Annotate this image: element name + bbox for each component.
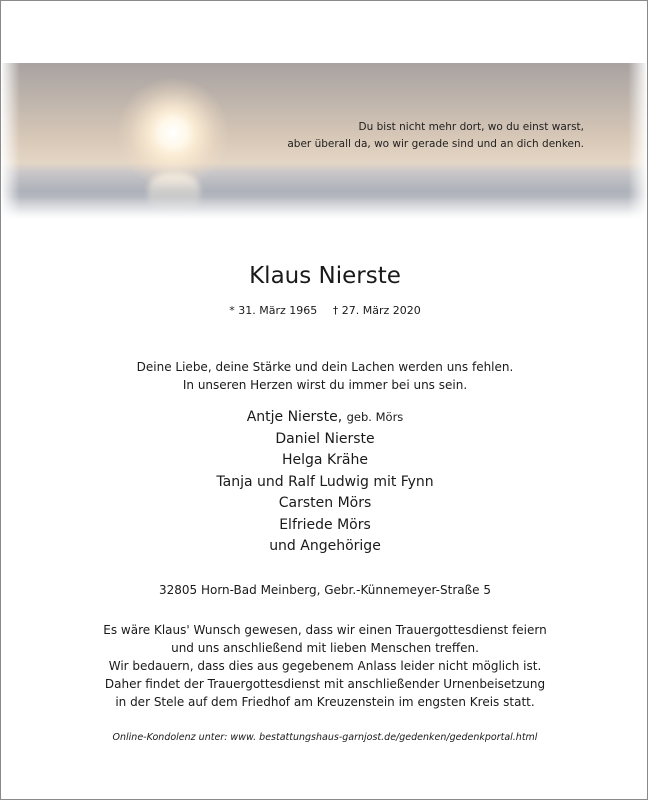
mourner: Tanja und Ralf Ludwig mit Fynn	[216, 473, 434, 490]
deceased-name: Klaus Nierste	[249, 263, 401, 289]
motto-line: In unseren Herzen wirst du immer bei uns sein.	[182, 378, 468, 392]
notice-line: in der Stele auf dem Friedhof am Kreuzenstein im engsten Kreis statt.	[115, 695, 535, 709]
service-notice	[1, 621, 648, 711]
death-date: † 27. März 2020	[332, 304, 421, 317]
mourner: Antje Nierste, geb. Mörs	[246, 409, 404, 425]
maiden-name-note: geb. Mörs	[346, 410, 404, 424]
mourner: Daniel Nierste	[275, 430, 375, 447]
sunset-sea-banner	[2, 63, 646, 219]
notice-line: Es wäre Klaus' Wunsch gewesen, dass wir einen Trauergottesdienst feiern	[103, 623, 547, 637]
life-dates	[1, 304, 648, 317]
mourner: und Angehörige	[269, 538, 381, 554]
mourners-list	[1, 407, 648, 558]
quote-line: Du bist nicht mehr dort, wo du einst warst,	[358, 121, 584, 133]
mourner: Elfriede Mörs	[279, 516, 371, 533]
motto-line: Deine Liebe, deine Stärke und dein Lachen werden uns fehlen.	[136, 360, 514, 374]
sun-image	[118, 78, 228, 188]
online-condolence-link[interactable]: Online-Kondolenz unter: www. bestattungshaus-garnjost.de/gedenken/gedenkportal.html	[112, 732, 538, 743]
motto	[1, 358, 648, 394]
family-address: 32805 Horn-Bad Meinberg, Gebr.-Künnemeyer-Straße 5	[158, 583, 492, 597]
mourner: Carsten Mörs	[278, 495, 372, 511]
notice-line: Daher findet der Trauergottesdienst mit anschließender Urnenbeisetzung	[104, 677, 546, 691]
banner-quote	[287, 119, 584, 153]
notice-line: und uns anschließend mit lieben Menschen treffen.	[171, 641, 479, 655]
birth-date: * 31. März 1965	[229, 304, 318, 317]
quote-line: aber überall da, wo wir gerade sind und an dich denken.	[287, 138, 584, 150]
notice-line: Wir bedauern, dass dies aus gegebenem Anlass leider nicht möglich ist.	[108, 659, 542, 673]
mourner: Helga Krähe	[282, 452, 368, 468]
